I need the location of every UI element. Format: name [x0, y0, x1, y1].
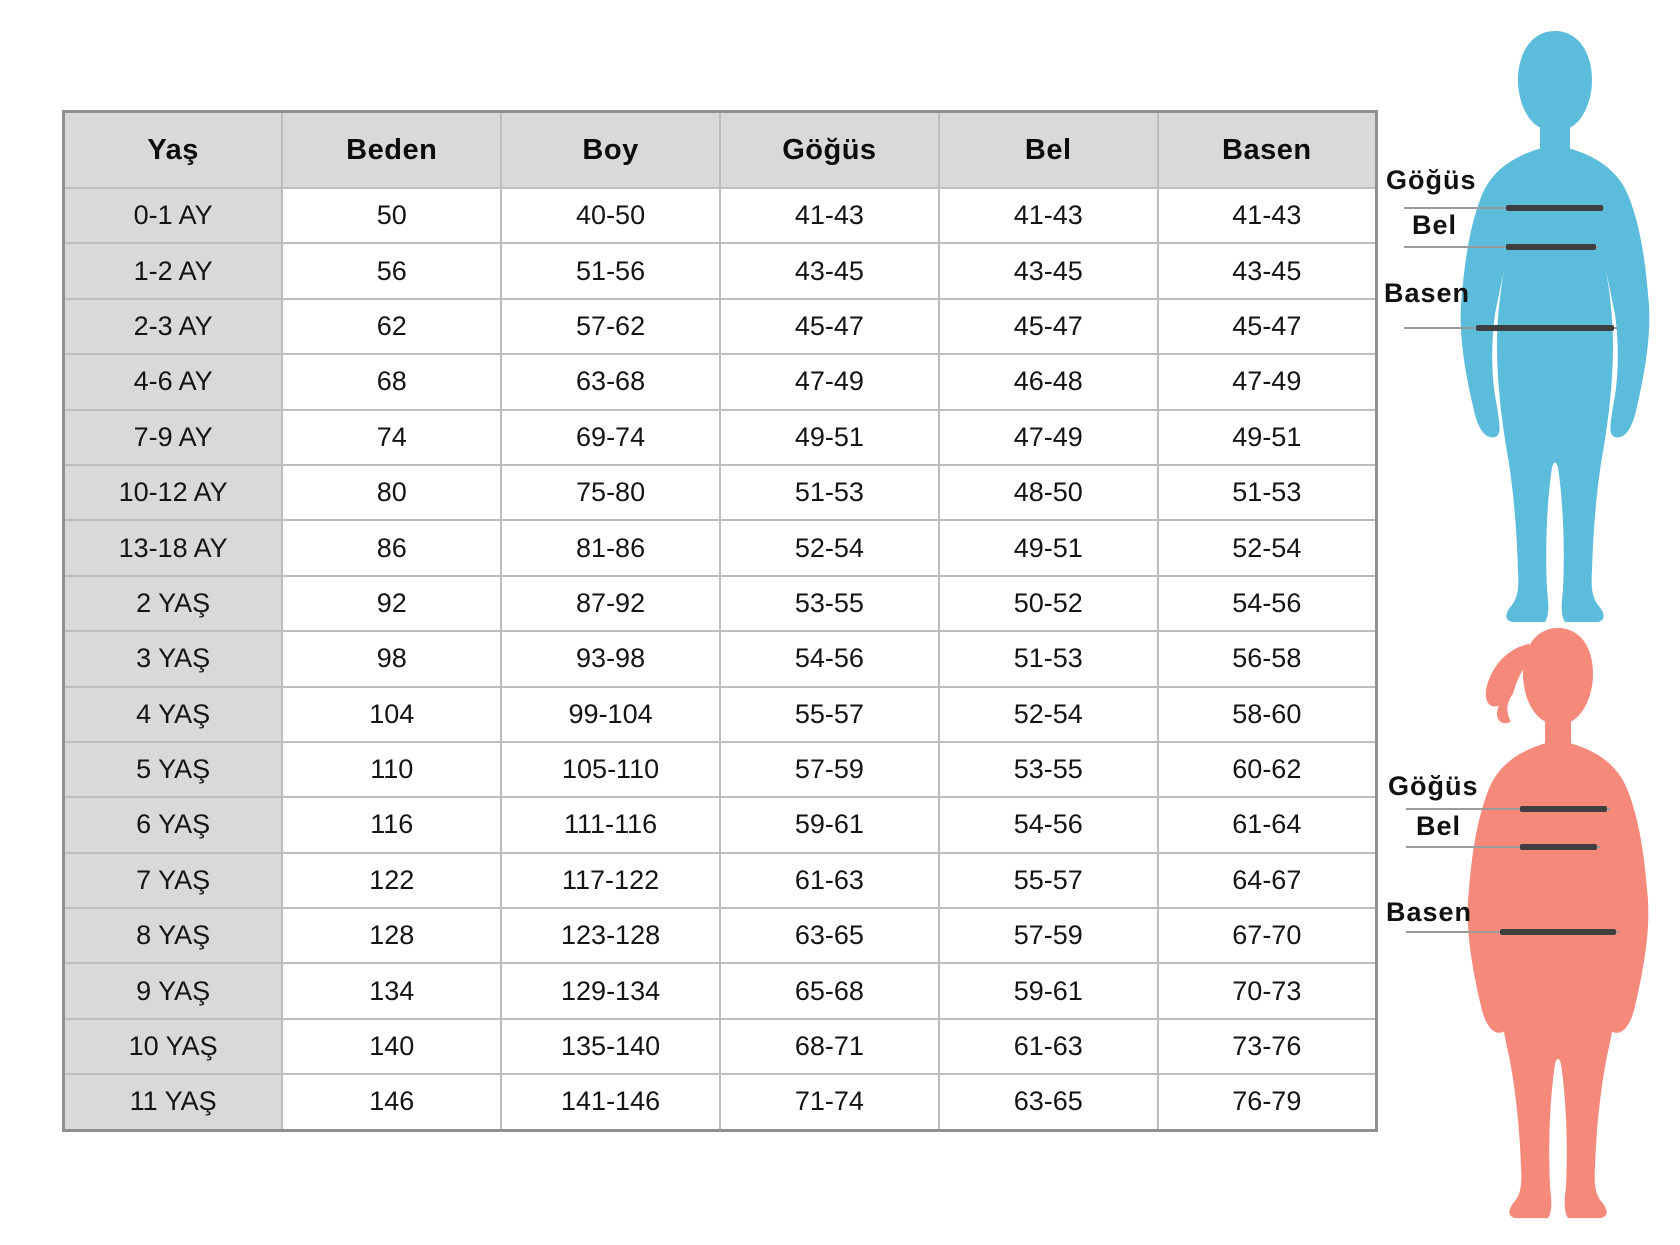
- value-cell: 87-92: [501, 576, 720, 631]
- age-cell: 8 YAŞ: [64, 908, 283, 963]
- girl-body-shape: [1468, 628, 1649, 1218]
- girl-chest-label: Göğüs: [1388, 771, 1479, 801]
- value-cell: 74: [282, 410, 501, 465]
- table-row: [64, 354, 1377, 409]
- value-cell: 123-128: [501, 908, 720, 963]
- column-header: Yaş: [64, 112, 283, 189]
- age-cell: 10 YAŞ: [64, 1019, 283, 1074]
- value-cell: 47-49: [720, 354, 939, 409]
- boy-chest-line: [1404, 207, 1604, 209]
- table-row: [64, 742, 1377, 797]
- table-row: [64, 520, 1377, 575]
- value-cell: 63-68: [501, 354, 720, 409]
- table-row: [64, 576, 1377, 631]
- column-header: Bel: [939, 112, 1158, 189]
- value-cell: 46-48: [939, 354, 1158, 409]
- value-cell: 141-146: [501, 1074, 720, 1130]
- column-header: Boy: [501, 112, 720, 189]
- value-cell: 50: [282, 188, 501, 243]
- value-cell: 58-60: [1158, 687, 1377, 742]
- table-row: [64, 188, 1377, 243]
- value-cell: 52-54: [1158, 520, 1377, 575]
- table-row: [64, 410, 1377, 465]
- value-cell: 56: [282, 243, 501, 298]
- girl-waist-line: [1406, 846, 1600, 848]
- value-cell: 45-47: [1158, 299, 1377, 354]
- table-row: [64, 687, 1377, 742]
- value-cell: 71-74: [720, 1074, 939, 1130]
- age-cell: 10-12 AY: [64, 465, 283, 520]
- boy-hip-label: Basen: [1384, 278, 1471, 308]
- table-row: [64, 299, 1377, 354]
- boy-waist-measure-bar: [1506, 244, 1596, 250]
- value-cell: 146: [282, 1074, 501, 1130]
- age-cell: 3 YAŞ: [64, 631, 283, 686]
- value-cell: 51-56: [501, 243, 720, 298]
- value-cell: 59-61: [720, 797, 939, 852]
- value-cell: 76-79: [1158, 1074, 1377, 1130]
- value-cell: 140: [282, 1019, 501, 1074]
- age-cell: 2 YAŞ: [64, 576, 283, 631]
- value-cell: 129-134: [501, 963, 720, 1018]
- boy-waist-label: Bel: [1412, 210, 1458, 240]
- age-cell: 4-6 AY: [64, 354, 283, 409]
- value-cell: 52-54: [720, 520, 939, 575]
- value-cell: 60-62: [1158, 742, 1377, 797]
- value-cell: 51-53: [939, 631, 1158, 686]
- column-header: Basen: [1158, 112, 1377, 189]
- value-cell: 41-43: [939, 188, 1158, 243]
- boy-chest-measure-bar: [1506, 205, 1603, 211]
- value-cell: 68: [282, 354, 501, 409]
- value-cell: 51-53: [1158, 465, 1377, 520]
- girl-chest-line: [1406, 808, 1610, 810]
- value-cell: 68-71: [720, 1019, 939, 1074]
- value-cell: 75-80: [501, 465, 720, 520]
- value-cell: 86: [282, 520, 501, 575]
- value-cell: 62: [282, 299, 501, 354]
- value-cell: 41-43: [1158, 188, 1377, 243]
- value-cell: 93-98: [501, 631, 720, 686]
- value-cell: 70-73: [1158, 963, 1377, 1018]
- girl-waist-measure-bar: [1520, 844, 1597, 850]
- value-cell: 52-54: [939, 687, 1158, 742]
- boy-waist-line: [1404, 246, 1598, 248]
- age-cell: 1-2 AY: [64, 243, 283, 298]
- age-cell: 4 YAŞ: [64, 687, 283, 742]
- value-cell: 116: [282, 797, 501, 852]
- value-cell: 57-62: [501, 299, 720, 354]
- age-cell: 7 YAŞ: [64, 853, 283, 908]
- value-cell: 104: [282, 687, 501, 742]
- age-cell: 11 YAŞ: [64, 1074, 283, 1130]
- value-cell: 55-57: [720, 687, 939, 742]
- value-cell: 49-51: [720, 410, 939, 465]
- value-cell: 61-63: [939, 1019, 1158, 1074]
- table-row: [64, 963, 1377, 1018]
- boy-silhouette: [1445, 25, 1665, 623]
- header-row: [64, 112, 1377, 189]
- value-cell: 53-55: [939, 742, 1158, 797]
- age-cell: 9 YAŞ: [64, 963, 283, 1018]
- value-cell: 65-68: [720, 963, 939, 1018]
- value-cell: 45-47: [720, 299, 939, 354]
- value-cell: 45-47: [939, 299, 1158, 354]
- value-cell: 41-43: [720, 188, 939, 243]
- value-cell: 69-74: [501, 410, 720, 465]
- value-cell: 59-61: [939, 963, 1158, 1018]
- value-cell: 63-65: [720, 908, 939, 963]
- table-row: [64, 1074, 1377, 1130]
- value-cell: 122: [282, 853, 501, 908]
- value-cell: 134: [282, 963, 501, 1018]
- girl-chest-measure-bar: [1520, 806, 1607, 812]
- value-cell: 57-59: [720, 742, 939, 797]
- value-cell: 49-51: [1158, 410, 1377, 465]
- value-cell: 43-45: [1158, 243, 1377, 298]
- column-header: Göğüs: [720, 112, 939, 189]
- table-row: [64, 797, 1377, 852]
- table-row: [64, 243, 1377, 298]
- age-cell: 7-9 AY: [64, 410, 283, 465]
- girl-hip-line: [1406, 931, 1619, 933]
- value-cell: 57-59: [939, 908, 1158, 963]
- value-cell: 54-56: [939, 797, 1158, 852]
- value-cell: 43-45: [720, 243, 939, 298]
- table-row: [64, 853, 1377, 908]
- column-header: Beden: [282, 112, 501, 189]
- size-table-body: [64, 188, 1377, 1130]
- girl-hip-measure-bar: [1500, 929, 1616, 935]
- value-cell: 110: [282, 742, 501, 797]
- value-cell: 98: [282, 631, 501, 686]
- value-cell: 54-56: [720, 631, 939, 686]
- age-cell: 0-1 AY: [64, 188, 283, 243]
- value-cell: 105-110: [501, 742, 720, 797]
- value-cell: 47-49: [1158, 354, 1377, 409]
- value-cell: 117-122: [501, 853, 720, 908]
- value-cell: 135-140: [501, 1019, 720, 1074]
- table-row: [64, 1019, 1377, 1074]
- age-cell: 2-3 AY: [64, 299, 283, 354]
- boy-chest-label: Göğüs: [1386, 165, 1477, 195]
- value-cell: 111-116: [501, 797, 720, 852]
- value-cell: 128: [282, 908, 501, 963]
- boy-hip-measure-bar: [1476, 325, 1614, 331]
- table-row: [64, 908, 1377, 963]
- value-cell: 61-63: [720, 853, 939, 908]
- value-cell: 67-70: [1158, 908, 1377, 963]
- age-cell: 13-18 AY: [64, 520, 283, 575]
- value-cell: 99-104: [501, 687, 720, 742]
- value-cell: 64-67: [1158, 853, 1377, 908]
- age-cell: 6 YAŞ: [64, 797, 283, 852]
- table-row: [64, 465, 1377, 520]
- boy-hip-line: [1404, 327, 1617, 329]
- value-cell: 54-56: [1158, 576, 1377, 631]
- value-cell: 63-65: [939, 1074, 1158, 1130]
- value-cell: 43-45: [939, 243, 1158, 298]
- value-cell: 61-64: [1158, 797, 1377, 852]
- value-cell: 80: [282, 465, 501, 520]
- value-cell: 51-53: [720, 465, 939, 520]
- value-cell: 56-58: [1158, 631, 1377, 686]
- size-chart-table: [62, 110, 1378, 1132]
- table-row: [64, 631, 1377, 686]
- age-cell: 5 YAŞ: [64, 742, 283, 797]
- value-cell: 81-86: [501, 520, 720, 575]
- value-cell: 49-51: [939, 520, 1158, 575]
- value-cell: 55-57: [939, 853, 1158, 908]
- value-cell: 48-50: [939, 465, 1158, 520]
- value-cell: 47-49: [939, 410, 1158, 465]
- girl-hip-label: Basen: [1386, 897, 1473, 927]
- value-cell: 53-55: [720, 576, 939, 631]
- value-cell: 73-76: [1158, 1019, 1377, 1074]
- value-cell: 92: [282, 576, 501, 631]
- girl-waist-label: Bel: [1416, 811, 1462, 841]
- value-cell: 50-52: [939, 576, 1158, 631]
- value-cell: 40-50: [501, 188, 720, 243]
